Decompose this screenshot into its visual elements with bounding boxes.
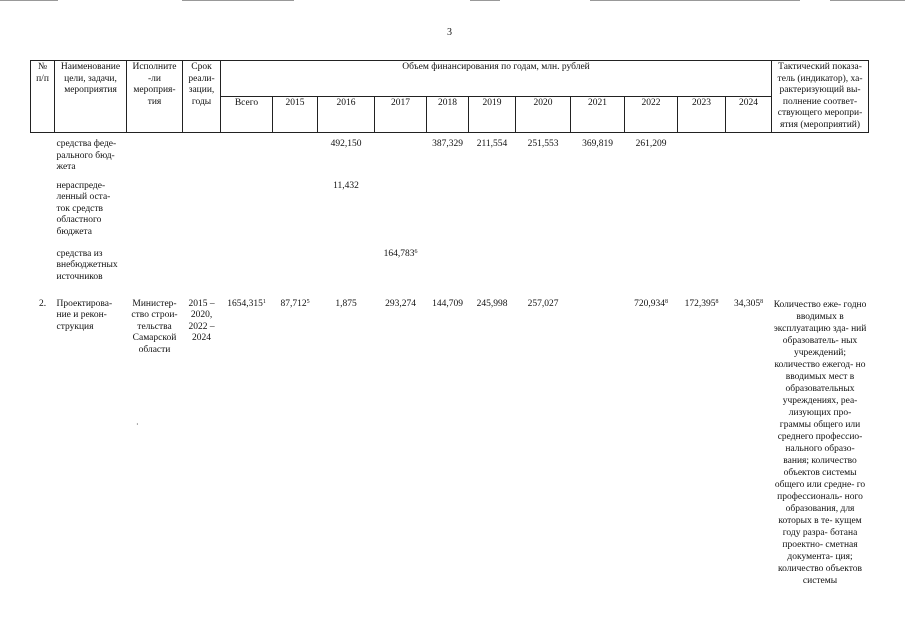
header-year: 2016 [318, 97, 375, 133]
row-year-value-text: 164,783 [383, 248, 415, 259]
row-year-value-text: 251,553 [527, 139, 559, 149]
row-number [31, 133, 55, 177]
row-name [55, 177, 127, 245]
header-year: 2021 [571, 97, 625, 133]
footnote-mark: 1 [262, 298, 266, 305]
row-year-value [469, 177, 516, 245]
footnote-mark: 5 [306, 298, 310, 305]
row-year-value [375, 287, 427, 587]
scan-speck: · [136, 420, 139, 429]
footnote-mark: 8 [664, 298, 668, 305]
row-name [55, 133, 127, 177]
row-year-value [427, 287, 469, 587]
header-year: 2020 [516, 97, 571, 133]
header-financing: Объем финансирования по годам, млн. рублей [221, 61, 772, 97]
header-total: Всего [221, 97, 273, 133]
row-year-value-text: 257,027 [527, 298, 559, 309]
row-year-value [273, 245, 318, 287]
row-year-value [469, 287, 516, 587]
row-year-value [427, 245, 469, 287]
row-year-value [375, 133, 427, 177]
header-year: 2019 [469, 97, 516, 133]
table-row [31, 245, 869, 287]
financing-table [30, 60, 869, 587]
row-year-value [318, 245, 375, 287]
header-no: № п/п [31, 61, 55, 133]
header-year: 2023 [678, 97, 726, 133]
row-term [183, 245, 221, 287]
row-year-value [678, 177, 726, 245]
row-year-value [516, 177, 571, 245]
row-year-value-text: 144,709 [432, 298, 463, 309]
row-year-value [318, 287, 375, 587]
row-year-value-text: 720,934 [634, 298, 665, 309]
row-executor [127, 287, 183, 587]
row-year-value [318, 177, 375, 245]
footnote-mark: 8 [760, 298, 764, 305]
table-row [31, 287, 869, 587]
table-body [31, 133, 869, 587]
row-executor-text: Министер- ство строи- тельства Самарской области [131, 298, 178, 355]
row-year-value [625, 133, 678, 177]
row-year-value [726, 177, 772, 245]
row-year-value [273, 287, 318, 587]
row-year-value-text: 245,998 [476, 298, 508, 309]
row-number [31, 177, 55, 245]
scan-top-edge [0, 0, 905, 2]
header-term: Срок реали- зации, годы [183, 61, 221, 133]
row-year-value [678, 245, 726, 287]
row-year-value-text: 11,432 [333, 180, 359, 191]
row-year-value [318, 133, 375, 177]
row-total [221, 245, 273, 287]
row-year-value-text: 172,395 [684, 298, 716, 309]
row-year-value [375, 245, 427, 287]
row-year-value-text: 34,305 [733, 298, 761, 309]
header-executor: Исполните -ли мероприя- тия [127, 61, 183, 133]
row-term [183, 133, 221, 177]
row-year-value [726, 287, 772, 587]
table-row [31, 133, 869, 177]
row-name-text: Проектирова- ние и рекон- струкция [56, 298, 113, 332]
row-year-value-text: 1,875 [335, 298, 357, 309]
row-total [221, 177, 273, 245]
table-row [31, 177, 869, 245]
row-year-value [726, 133, 772, 177]
footnote-mark: 8 [715, 298, 719, 305]
row-year-value [273, 177, 318, 245]
row-indicator-text: Количество еже- годно вводимых в эксплуатацию зда- ний образователь- ных учреждений; количество ежегод- но вводимых мест в образовательных учреждениях, реа- лизующих про- граммы общего или среднего профессио- нального образо- вания; количество объектов системы общего или средне- го профессиональ- ного образования, для которых в те- кущем году разра- ботана проектно- сметная документа- ция; количество объектов системы [773, 299, 867, 586]
row-year-value-text: 369,819 [582, 139, 613, 149]
row-term [183, 287, 221, 587]
header-year: 2024 [726, 97, 772, 133]
row-name-text: нераспреде- ленный оста- ток средств областного бюджета [56, 180, 111, 237]
row-year-value [625, 177, 678, 245]
row-name [55, 287, 127, 587]
row-term-text: 2015 – 2020, 2022 – 2024 [188, 298, 215, 343]
row-executor [127, 245, 183, 287]
row-number [31, 245, 55, 287]
row-year-value [571, 245, 625, 287]
row-name [55, 245, 127, 287]
row-year-value [427, 177, 469, 245]
row-indicator [772, 177, 869, 245]
row-total [221, 133, 273, 177]
header-year: 2015 [273, 97, 318, 133]
row-year-value [469, 245, 516, 287]
row-total [221, 287, 273, 587]
row-total-text: 1654,315 [227, 298, 263, 309]
row-year-value [516, 245, 571, 287]
row-name-text: средства феде- рального бюд- жета [56, 139, 117, 172]
page-number: 3 [447, 27, 452, 38]
row-name-text: средства из внебюджетных источников [56, 248, 118, 282]
row-year-value-text: 492,150 [330, 139, 362, 149]
row-term [183, 177, 221, 245]
row-year-value [571, 133, 625, 177]
row-year-value [427, 133, 469, 177]
row-number [31, 287, 55, 587]
row-indicator [772, 287, 869, 587]
row-year-value [375, 177, 427, 245]
row-year-value [571, 287, 625, 587]
row-year-value-text: 293,274 [385, 298, 416, 309]
row-year-value-text: 211,554 [476, 139, 508, 149]
row-year-value [678, 133, 726, 177]
row-executor [127, 177, 183, 245]
row-number-text: 2. [38, 298, 47, 309]
row-year-value-text: 261,209 [635, 139, 667, 149]
header-year: 2018 [427, 97, 469, 133]
row-year-value [571, 177, 625, 245]
footnote-mark: 6 [414, 248, 418, 255]
row-year-value [625, 245, 678, 287]
row-year-value [273, 133, 318, 177]
header-year: 2017 [375, 97, 427, 133]
row-year-value [469, 133, 516, 177]
row-year-value [516, 133, 571, 177]
row-executor [127, 133, 183, 177]
row-year-value [516, 287, 571, 587]
header-name: Наименование цели, задачи, мероприятия [55, 61, 127, 133]
row-year-value [678, 287, 726, 587]
header-year: 2022 [625, 97, 678, 133]
row-indicator [772, 245, 869, 287]
row-year-value [625, 287, 678, 587]
row-year-value-text: 87,712 [280, 298, 307, 309]
row-year-value-text: 387,329 [432, 139, 463, 149]
row-year-value [726, 245, 772, 287]
row-indicator [772, 133, 869, 177]
header-indicator: Тактический показа- тель (индикатор), ха- рактеризующий вы- полнение соответ- ствующего меропри- ятия (мероприятий) [772, 61, 869, 133]
